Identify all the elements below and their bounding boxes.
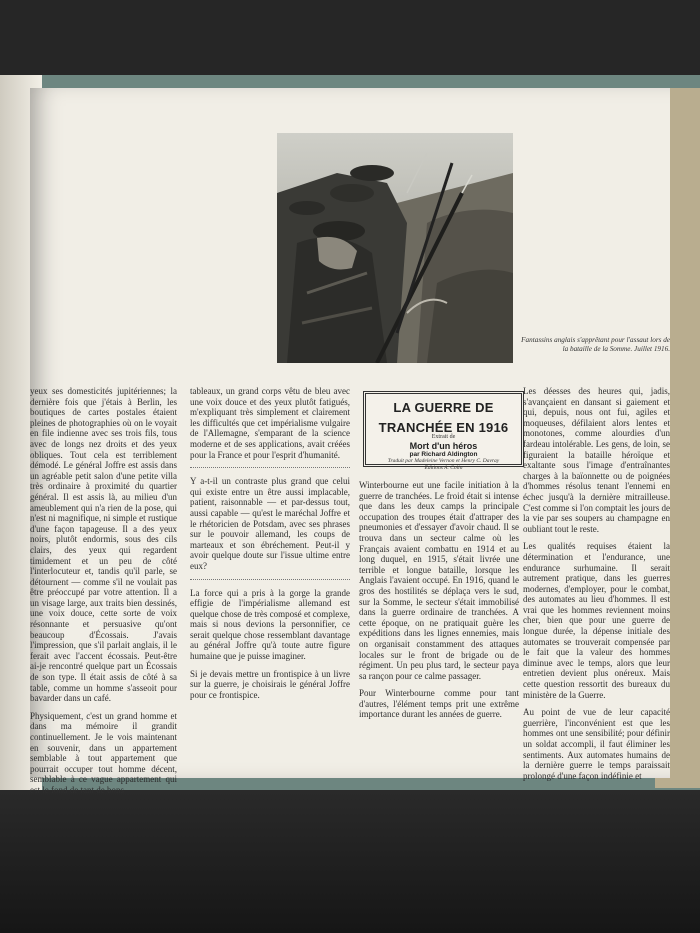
article-title-box bbox=[363, 391, 524, 471]
book-title: Mort d'un héros bbox=[409, 441, 478, 451]
article-title-line1: LA GUERRE DE bbox=[393, 400, 494, 415]
dotted-divider bbox=[190, 467, 350, 468]
translators-line: Traduit par Madeleine Vernon et Henry C. Davray bbox=[387, 458, 500, 464]
text-column-2 bbox=[190, 386, 350, 707]
photo-caption: Fantassins anglais s'apprêtant pour l'assaut lors de la bataille de la Somme. Juillet 1916. bbox=[521, 336, 670, 353]
paragraph: Les qualités requises étaient la détermination et l'endurance, une endurance surhumaine. Il serait autrement pratique, dans les guerres modernes, d'employer, pour le combat, des automates au lieu d'hommes. Il est vrai que les hommes reviennent moins cher, bien que pour une guerre de longue durée, la dépense initiale des automates se trouverait compensée par le fait que la valeur des hommes diminue avec le temps, alors que leur entretien devient plus onéreux. Mais cette question ressortit des bureaux du ministère de la Guerre. bbox=[523, 541, 670, 700]
text-column-4 bbox=[523, 386, 670, 788]
paragraph: Y a-t-il un contraste plus grand que celui qui existe entre un être aussi implacable, patient, raisonnable — et par-dessus tout, aussi capable — qu'est le maréchal Joffre et le rhétoricien de Potsdam, avec ses phrases sur le pouvoir allemand, les coups de marteaux et son ébréchement. Peut-il y avoir quelque doute sur l'issue ultime entre eux? bbox=[190, 476, 350, 571]
paragraph: Les déesses des heures qui, jadis, s'avançaient en dansant si gaiement et qui, depuis, nous ont fui, agiles et moqueuses, défilaient alors lentes et monotones, comme alourdies d'un fardeau intolérable. Les gens, de loin, se figuraient la bataille héroïque et exaltante sous l'image d'entraînantes charges à la baïonnette ou de poignées d'hommes résolus tenant l'ennemi en échec jusqu'à la dernière mitrailleuse. C'est comme si l'on comptait les jours de la vie par ses soupers au champagne en oubliant tout le reste. bbox=[523, 386, 670, 534]
paragraph: yeux ses domesticités jupitériennes; la dernière fois que j'étais à Berlin, les boutiques de cartes postales étaient pleines de photographies où on le voyait en file indienne avec ses trois fils, tous avec de longs nez droits et des yeux obliques. Tout cela est terriblement démodé. Le général Joffre est assis dans un agréable petit salon d'une petite villa très ordinaire à proximité du quartier général. Il est assis là, au milieu d'un ameublement qui n'a rien de la pose, qui n'est ni magnifique, ni simple et rustique d'une façon tapageuse. Il a des yeux noirs, plutôt endormis, sous des cils clairs, des yeux qui regardent timidement et un peu de côté l'interlocuteur et, tandis qu'il parle, se détournent — comme s'il ne voulait pas être préoccupé par votre attention. Il a un visage large, aux traits bien dessinés, une voix douce, cette sorte de voix résonnante et persuasive qu'ont beaucoup d'Écossais. J'avais l'impression, que s'il parlait anglais, il le ferait avec l'accent écossais. Peut-être ai-je rencontré quelque part un Écossais de son type. Il était assis de côté à sa table, comme un homme s'asseoit pour bavarder dans un café. bbox=[30, 386, 177, 704]
paragraph: Winterbourne eut une facile initiation à la guerre de tranchées. Le froid était si intense que dans les deux camps la principale occupation des troupes était d'attraper des pneumonies et d'essayer d'avoir chaud. Il se trouva dans un secteur calme où les Français avaient combattu en 1914 et au long duquel, en 1915, s'était livrée une terrible et longue bataille, lorsque les Anglais l'avaient occupé. En 1916, quand le gros des hostilités se déplaça vers le sud, sur la Somme, le secteur s'était immobilisé dans la guerre ordinaire de tranchées. A cette époque, on ne pratiquait guère les expéditions dans les lignes ennemies, mais on organisait constamment des attaques locales sur le front de brigade ou de régiment. Un peu plus tard, le secteur paya sa rançon pour ce calme passager. bbox=[359, 480, 519, 681]
paragraph: Pour Winterbourne comme pour tant d'autres, l'élément temps prit une extrême importance durant les années de guerre. bbox=[359, 688, 519, 720]
author-line: par Richard Aldington bbox=[409, 451, 478, 458]
dotted-divider bbox=[190, 579, 350, 580]
paragraph: tableaux, un grand corps vêtu de bleu avec une voix douce et des yeux plutôt fatigués, m'expliquant très simplement et clairement les difficultés que cet impérialisme vulgaire de l'Allemagne, s'emparant de la science moderne et de ses applications, avait créées pour la France et pour l'esprit d'humanité. bbox=[190, 386, 350, 460]
paragraph: La force qui a pris à la gorge la grande effigie de l'impérialisme allemand est quelque chose de très composé et complexe, mais si nous devions la personnifier, ce serait quelque chose ressemblant davantage au général Joffre qu'à toute autre figure humaine que je puisse imaginer. bbox=[190, 587, 350, 662]
table-background-bottom bbox=[0, 790, 700, 933]
book-page bbox=[30, 88, 670, 795]
publisher-line: Éditions A. Colin bbox=[424, 465, 463, 471]
text-column-1 bbox=[30, 386, 177, 803]
paragraph: Au point de vue de leur capacité guerrière, l'inconvénient est que les hommes ont une sensibilité; pour définir un soldat accompli, il faut éliminer les sentiments. Aux automates humains de la dernière guerre le temps paraissait prolongé d'une façon indéfinie et bbox=[523, 707, 670, 781]
extract-label: Extrait de bbox=[431, 434, 456, 440]
photo-illustration bbox=[277, 133, 513, 363]
paragraph: Physiquement, c'est un grand homme et dans ma mémoire il grandit continuellement. Je le vois maintenant en souvenir, dans un appartement semblable à tout appartement que pourrait occuper tout homme décent, semblable à ce vague appartement qui est le fond de tant de bons bbox=[30, 710, 177, 795]
trench-soldiers-photo bbox=[277, 133, 513, 363]
table-background-top bbox=[0, 0, 700, 85]
article-title-line2: TRANCHÉE EN 1916 bbox=[378, 420, 509, 435]
paragraph: Si je devais mettre un frontispice à un livre sur la guerre, je choisirais le général Joffre pour ce frontispice. bbox=[190, 668, 350, 700]
text-column-3 bbox=[359, 480, 519, 727]
